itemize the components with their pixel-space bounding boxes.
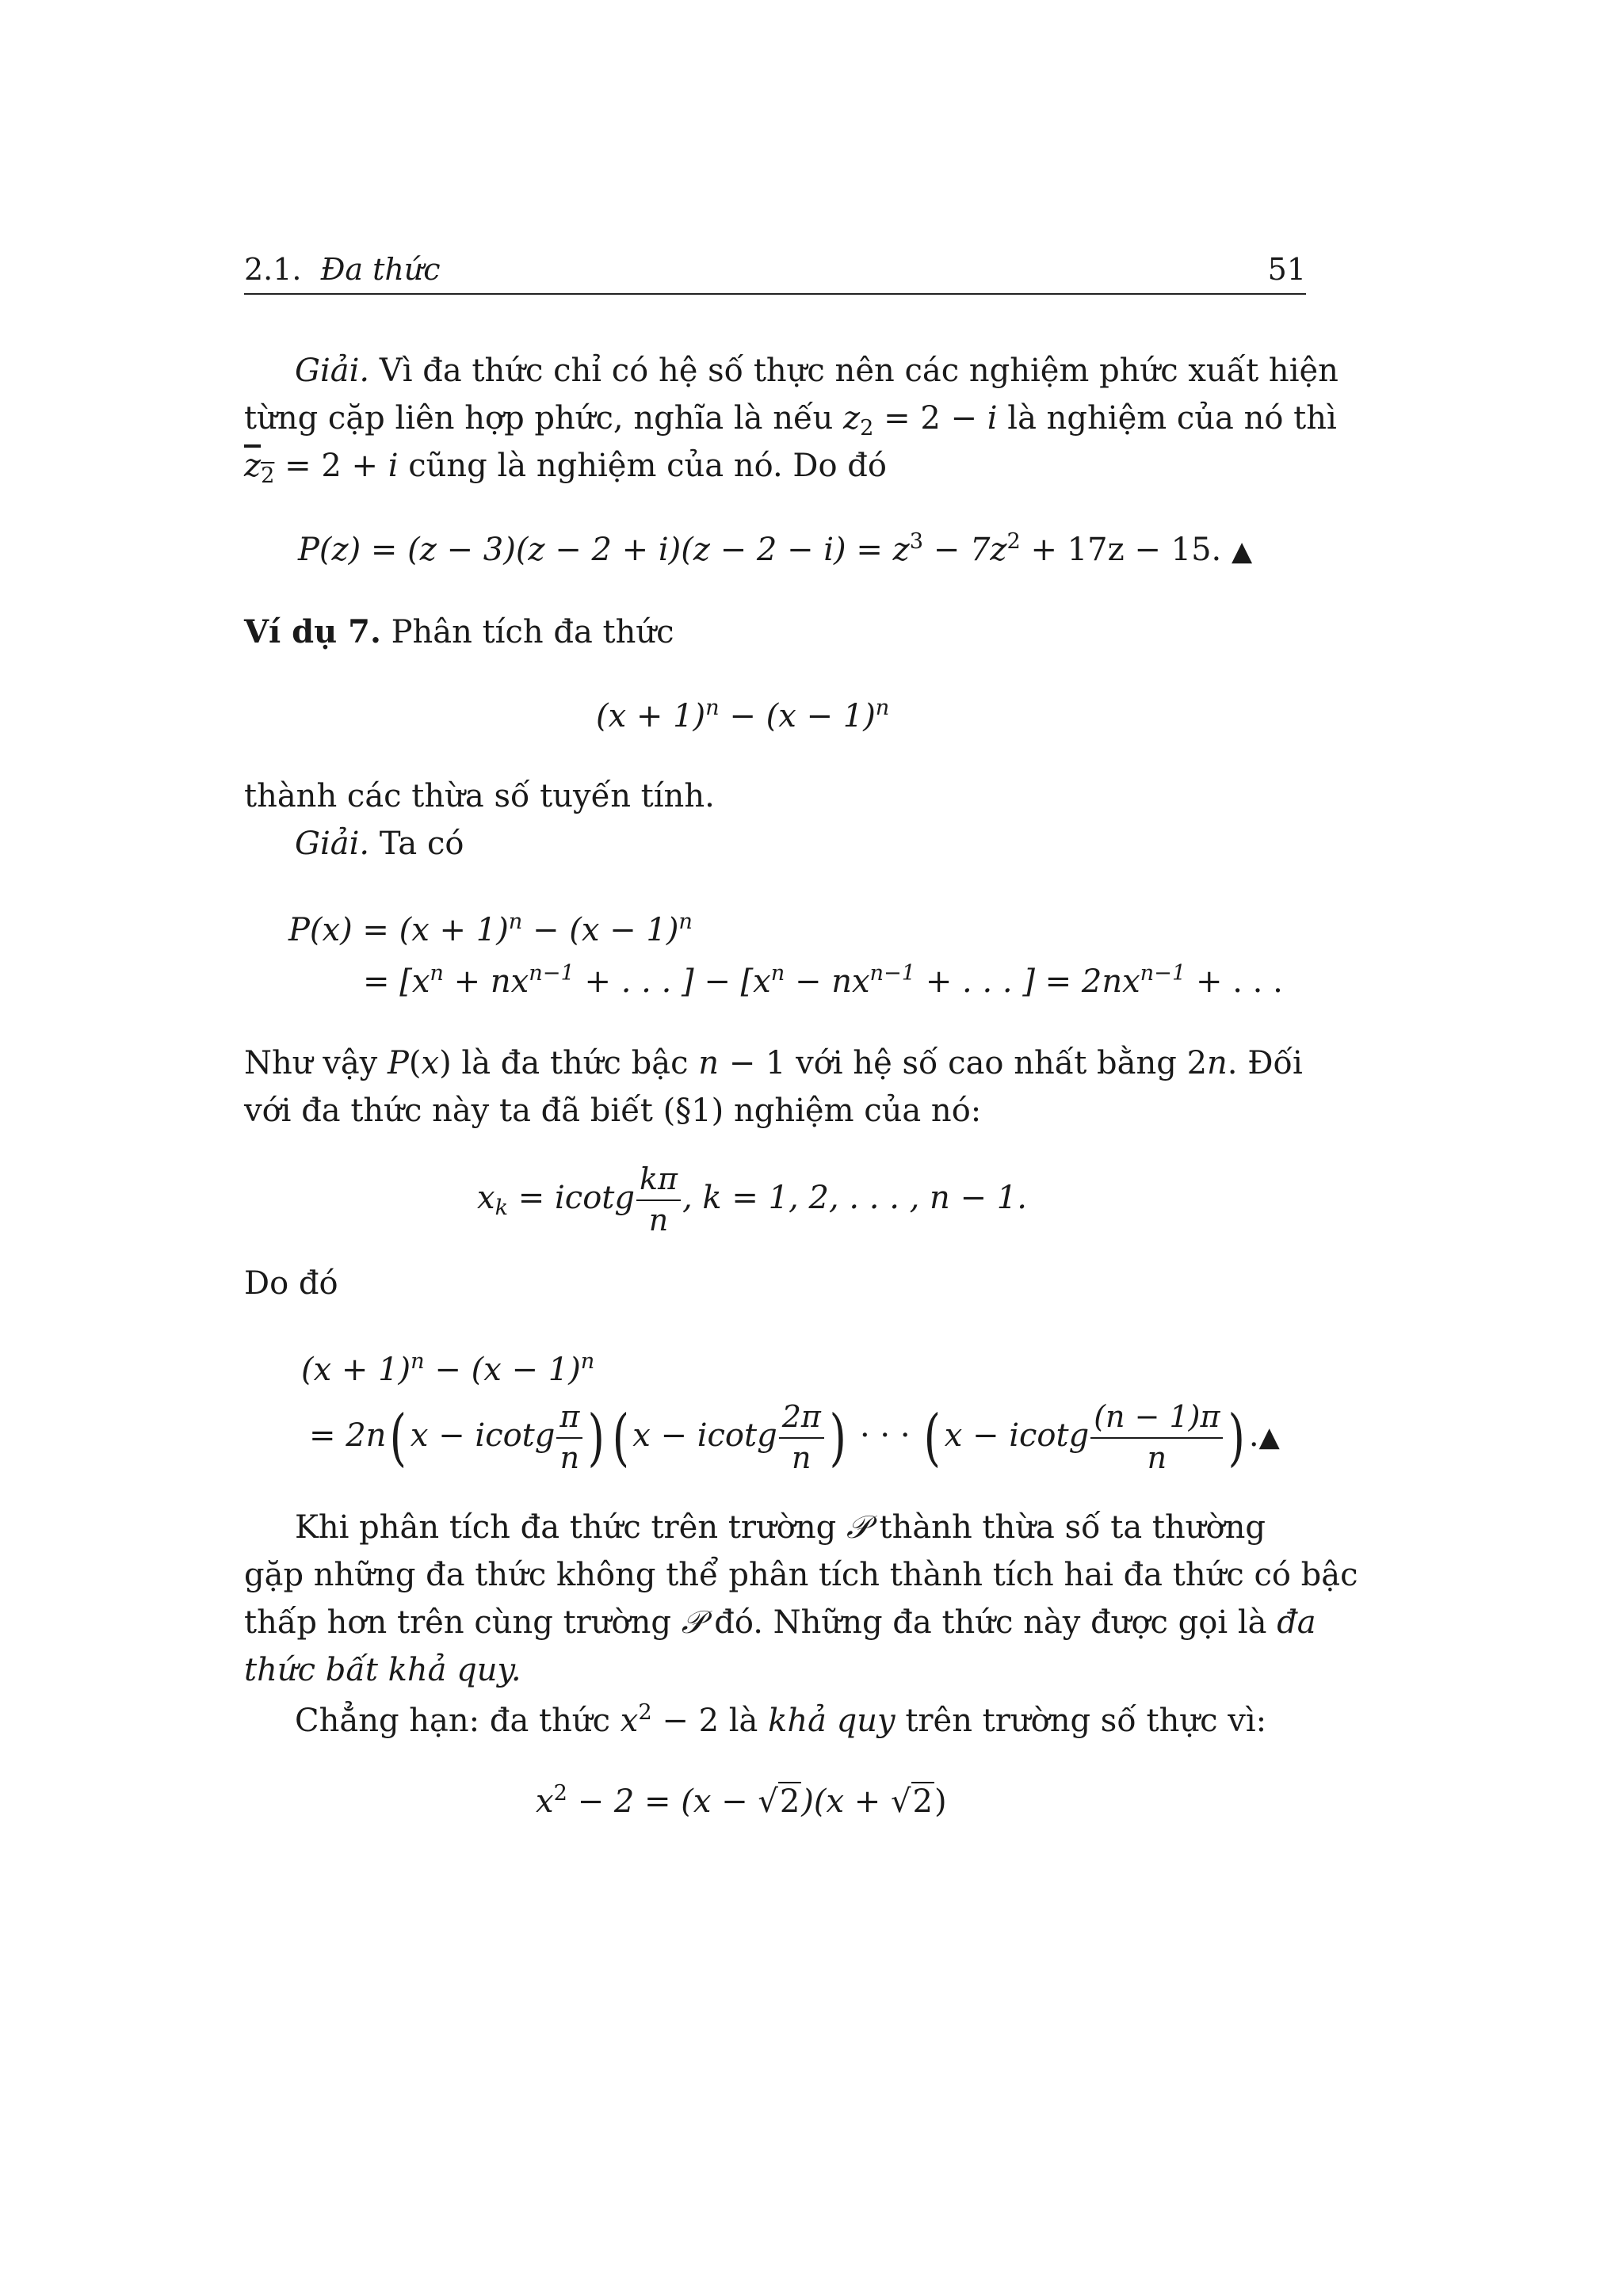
section-title: 2.1. Đa thức: [244, 252, 441, 287]
example7-heading: Ví dụ 7. Phân tích đa thức: [244, 613, 674, 650]
fraction-2pi-n: $\frac{2\pi}{n}$: [779, 1401, 824, 1475]
sqrt-symbol: √2: [891, 1783, 933, 1820]
para3-line: Chẳng hạn: đa thức $x^2 - 2$ là khả quy trên trường số thực vì:: [295, 1700, 1267, 1739]
formula-px-line2: = [$x^n + nx^{n-1}$ + . . . ] − [$x^n - nx^{n-1}$ + . . . ] = $2nx^{n-1}$ + . . .: [363, 961, 1283, 1000]
para2-line3: thấp hơn trên cùng trường 𝒫 đó. Những đa thức này được gọi là đa: [244, 1604, 1316, 1641]
sqrt-symbol: √2: [758, 1783, 800, 1820]
formula-px-line1: $P(x) = (x + 1)^n - (x - 1)^n$: [288, 910, 693, 948]
solution2-line: Giải. Ta có: [295, 826, 464, 862]
solution1-line1: Giải. Vì đa thức chỉ có hệ số thực nên các nghiệm phức xuất hiện: [295, 353, 1338, 389]
formula-factor-line2: = 2n( x − icotg $\frac{\pi}{n}$ ) ( x − icotg $\frac{2\pi}{n}$ ) · · · ( x − icotg $\frac{(n - 1)\pi}{n}$ ) .▲: [309, 1399, 1280, 1475]
para1-line2: với đa thức này ta đã biết (§1) nghiệm của nó:: [244, 1093, 982, 1129]
para1-line1: Như vậy P(x) là đa thức bậc n − 1 với hệ số cao nhất bằng 2n. Đối: [244, 1045, 1303, 1081]
solution-label: Giải.: [295, 826, 370, 862]
end-of-proof-triangle-icon: ▲: [1231, 535, 1253, 567]
para2-line4: thức bất khả quy.: [244, 1652, 521, 1688]
running-header: [244, 246, 1306, 295]
end-of-proof-triangle-icon: ▲: [1258, 1421, 1280, 1453]
solution1-line2: từng cặp liên hợp phức, nghĩa là nếu $z_2 = 2 - i$ là nghiệm của nó thì: [244, 400, 1337, 441]
para2-line1: Khi phân tích đa thức trên trường 𝒫 thành thừa số ta thường: [295, 1509, 1266, 1546]
solution1-line3: $\overline{z}_2 = 2 + i$ cũng là nghiệm của nó. Do đó: [244, 448, 887, 489]
fraction-kpi-n: $\frac{k\pi}{n}$: [636, 1163, 681, 1238]
fraction-n1pi-n: $\frac{(n - 1)\pi}{n}$: [1090, 1401, 1223, 1475]
solution-label: Giải.: [295, 353, 370, 389]
page-number: 51: [1267, 252, 1306, 287]
do-do-text: Do đó: [244, 1265, 338, 1302]
example7-expression: $(x + 1)^n - (x - 1)^n$: [596, 696, 890, 734]
formula-factor-line1: $(x + 1)^n - (x - 1)^n$: [301, 1349, 595, 1388]
formula-sqrt: $x^2 - 2 = (x - √2)(x + √2)$: [536, 1781, 947, 1820]
example-label: Ví dụ 7.: [244, 613, 381, 650]
formula-pz: $P(z) = (z - 3)(z - 2 + i)(z - 2 - i) = z^3 - 7z^2 + 17z - 15$. ▲: [298, 529, 1253, 568]
example7-after: thành các thừa số tuyến tính.: [244, 778, 715, 814]
formula-roots: $x_k = icotg$ $\frac{k\pi}{n}$ , k = 1, 2, . . . , n − 1.: [477, 1161, 1027, 1238]
para2-line2: gặp những đa thức không thể phân tích thành tích hai đa thức có bậc: [244, 1557, 1358, 1593]
fraction-pi-n: $\frac{\pi}{n}$: [556, 1401, 582, 1475]
